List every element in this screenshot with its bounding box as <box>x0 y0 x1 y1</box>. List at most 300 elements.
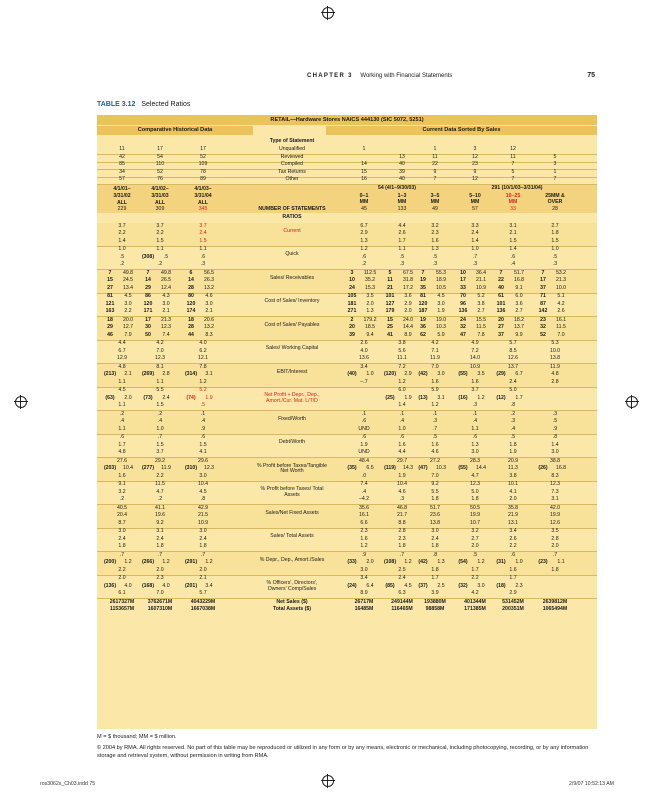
ratio-value: 9.1 <box>515 284 523 291</box>
total-value: 2617327M <box>109 598 135 605</box>
ratio-count: (40) <box>347 371 357 377</box>
cur-cell: 39 <box>399 168 405 175</box>
ratio-value: 51.7 <box>513 269 525 276</box>
ratio-count: (108) <box>383 559 397 565</box>
ratio-count: 44 <box>188 331 194 338</box>
ratio-value: 3.1 <box>156 528 164 534</box>
ratio-count: (120) <box>383 371 397 377</box>
ratio-value: 5.0 <box>471 488 479 495</box>
ratio-value: 13.7 <box>507 363 519 370</box>
ratio-value: UND <box>358 425 370 432</box>
ratio-value: 2.4 <box>398 575 406 581</box>
ratio-value: 1.7 <box>118 441 126 448</box>
ratio-value: 4.2 <box>156 340 164 346</box>
ratio-value: .8 <box>432 551 438 558</box>
ratio-value: .5 <box>432 253 438 260</box>
ratio-count: (12) <box>496 394 506 401</box>
ratio-value: 2.2 <box>156 472 164 479</box>
ratio-value: 29.2 <box>154 457 166 464</box>
ratio-value: 28.3 <box>469 457 481 464</box>
size-col: 3–5 <box>430 192 440 199</box>
ratio-value: 1.0 <box>471 246 479 252</box>
ratio-value: 23.6 <box>429 512 441 518</box>
cur-cell: 11 <box>432 153 438 160</box>
ratio-row <box>97 341 597 348</box>
ratio-count: 127 <box>385 300 395 307</box>
ratio-count: (136) <box>103 582 117 589</box>
total-value: 249144M <box>391 598 413 605</box>
ratio-value: 2.3 <box>515 582 523 589</box>
ratio-count: 3 <box>350 269 354 276</box>
ratio-count: (168) <box>141 582 155 589</box>
ratio-value: –.7 <box>360 378 368 385</box>
ratio-count: 7 <box>499 269 503 276</box>
ratio-value: 3.0 <box>471 449 479 455</box>
ratio-value: .6 <box>361 253 367 260</box>
ratio-value: 10.4 <box>396 481 408 487</box>
ratio-count: 105 <box>347 293 357 299</box>
ratio-value: 21.7 <box>396 512 408 518</box>
ratio-count: 70 <box>460 293 466 299</box>
size-col-unit: MM <box>359 198 369 205</box>
ratio-value: 6.0 <box>398 387 406 393</box>
period-all: ALL <box>116 199 128 206</box>
ratio-value: .6 <box>200 434 206 440</box>
ratio-row <box>97 435 597 442</box>
ratio-value: 2.4 <box>118 535 126 542</box>
ratio-count: (42) <box>418 559 428 565</box>
cur-cell: 5 <box>511 168 515 175</box>
ratio-count: 101 <box>496 300 506 307</box>
num-statements-cur: 45 <box>361 205 367 212</box>
cur-cell: 40 <box>399 176 405 182</box>
ratio-value: 5.2 <box>199 387 207 393</box>
ratio-count: 37 <box>540 284 546 291</box>
ratio-value: 24.0 <box>402 316 414 323</box>
ratio-value: 3.1 <box>205 371 213 377</box>
ratio-label: EBIT/Interest <box>276 368 308 375</box>
ratio-label: Debt/Worth <box>278 439 306 445</box>
ratio-value: 42.9 <box>197 504 209 511</box>
table-top-header: RETAIL—Hardware Stores NAICS 444130 (SIC 5072, 5251) <box>97 115 597 125</box>
ratio-value: 1.1 <box>557 559 565 565</box>
cur-cell: 7 <box>553 176 557 182</box>
ratio-value: 2.3 <box>398 535 406 542</box>
hist-cell: 34 <box>119 168 125 175</box>
ratio-value: .2 <box>119 261 125 267</box>
ratio-count: 87 <box>540 300 546 307</box>
ratio-value: .5 <box>510 434 516 440</box>
ratio-value: 5.6 <box>398 347 406 354</box>
ratio-value: 1.2 <box>205 559 213 565</box>
ratio-count: (24) <box>347 582 357 589</box>
ratio-value: 4.5 <box>404 582 412 589</box>
ratio-value: 26.5 <box>160 277 172 283</box>
ratio-value: 13.6 <box>358 355 370 361</box>
ratio-count: 101 <box>385 293 395 299</box>
ratio-label: Sales/Net Fixed Assets <box>265 509 319 516</box>
ratio-count: (16) <box>458 394 468 401</box>
ratio-value: 1.6 <box>398 441 406 448</box>
ratio-value: 1.2 <box>431 402 439 408</box>
ratio-value: .6 <box>361 418 367 424</box>
ratio-value: 1.9 <box>437 308 445 314</box>
ratio-value: 2.8 <box>551 378 559 385</box>
ratio-value: 21.9 <box>507 512 519 518</box>
ratio-value: 13.8 <box>549 355 561 361</box>
ratio-value: 21.5 <box>197 512 209 518</box>
footnote: M = $ thousand; MM = $ million. <box>97 734 177 740</box>
hist-cell: 78 <box>200 168 206 175</box>
ratio-value: 1.0 <box>398 425 406 432</box>
ratio-value: 10.5 <box>435 284 447 291</box>
ratio-value: .1 <box>472 410 478 417</box>
ratio-value: 31.8 <box>402 277 414 283</box>
ratio-value: 4.0 <box>124 582 132 589</box>
ratio-value: 2.0 <box>124 394 132 401</box>
ratio-value: 8.7 <box>118 519 126 526</box>
ratio-value: 18.9 <box>435 277 447 283</box>
ratio-value: 4.2 <box>431 340 439 346</box>
ratio-count: 136 <box>496 308 506 314</box>
ratio-value: 2.3 <box>431 230 439 236</box>
ratio-count: 96 <box>460 300 466 307</box>
ratio-count: 22 <box>498 277 504 283</box>
ratio-value: 51.7 <box>429 504 441 511</box>
ratio-value: 1.0 <box>551 246 559 252</box>
chapter-label: CHAPTER 3 <box>307 73 353 79</box>
statement-label: Tax Returns <box>278 168 306 175</box>
ratio-value: 3.0 <box>431 528 439 534</box>
hist-cell: 17 <box>157 146 163 152</box>
ratio-value: .2 <box>119 410 125 417</box>
ratio-value: 40.5 <box>116 504 128 511</box>
hist-cell: 42 <box>119 153 125 160</box>
ratio-value: .5 <box>399 253 405 260</box>
ratio-value: 2.0 <box>366 300 374 307</box>
ratio-value: 3.0 <box>199 472 207 479</box>
ratio-value: 1.3 <box>366 308 374 314</box>
ratio-value: 1.1 <box>398 246 406 252</box>
ratio-value: 53.2 <box>555 269 567 276</box>
ratio-count: (25) <box>385 394 395 401</box>
statement-row <box>97 177 597 184</box>
ratio-row <box>97 482 597 489</box>
ratio-value: .9 <box>200 425 206 432</box>
ratio-value: 1.3 <box>360 237 368 244</box>
ratio-count: 39 <box>349 331 355 338</box>
ratio-value: 12.3 <box>203 465 215 471</box>
ratio-value: .5 <box>552 418 558 424</box>
statement-row <box>97 147 597 154</box>
hist-cell: 54 <box>157 153 163 160</box>
ratio-value: 2.1 <box>205 308 213 314</box>
totals-row <box>97 607 597 614</box>
ratio-count: (32) <box>458 582 468 589</box>
ratio-count: (310) <box>184 465 198 471</box>
total-value: 3762671M <box>147 598 173 605</box>
ratio-count: 81 <box>107 293 113 299</box>
ratio-value: 8.9 <box>360 590 368 596</box>
ratio-value: 5.2 <box>477 293 485 299</box>
ratio-count: 181 <box>347 300 357 307</box>
ratio-row <box>97 239 597 246</box>
ratio-value: 1.7 <box>509 575 517 581</box>
ratio-value: 1.2 <box>199 378 207 385</box>
ratio-label: Cost of Sales/ Payables <box>264 321 320 328</box>
ratio-value: .5 <box>472 551 478 558</box>
hist-cell: 11 <box>119 146 125 152</box>
ratio-value: .6 <box>119 434 125 440</box>
ratio-value: 3.0 <box>199 528 207 534</box>
ratio-count: 17 <box>145 316 151 323</box>
ratio-value: 10.9 <box>475 284 487 291</box>
ratio-row <box>97 356 597 363</box>
hist-cell: 57 <box>119 176 125 182</box>
ratio-count: 36 <box>420 324 426 330</box>
registration-mark-top <box>322 7 334 19</box>
slug-left: ros3062x_Ch03.indd 75 <box>40 781 96 787</box>
cur-cell: 23 <box>472 161 478 167</box>
ratio-value: 6.4 <box>366 582 374 589</box>
ratio-count: (63) <box>105 394 115 401</box>
ratio-count: 136 <box>458 308 468 314</box>
ratio-row <box>97 591 597 598</box>
ratio-count: 187 <box>418 308 428 314</box>
ratio-value: 4.8 <box>118 363 126 370</box>
ratio-count: 28 <box>188 284 194 291</box>
ratio-value: .9 <box>361 551 367 558</box>
ratio-value: 8.3 <box>205 331 213 338</box>
ratio-value: 16.8 <box>513 277 525 283</box>
ratio-value: 2.1 <box>162 308 170 314</box>
ratio-count: 71 <box>540 293 546 299</box>
ratio-count: (23) <box>538 559 548 565</box>
size-col: 5–10 <box>469 192 481 199</box>
ratio-value: 17.2 <box>402 284 414 291</box>
ratio-value: 11.9 <box>161 465 171 471</box>
ratio-value: 1.8 <box>551 230 559 236</box>
ratio-count: 11 <box>387 277 393 283</box>
ratio-value: 6.5 <box>366 465 374 471</box>
cur-cell: 14 <box>361 161 367 167</box>
ratio-value: .1 <box>399 410 405 417</box>
ratio-value: .6 <box>510 551 516 558</box>
ratio-value: 2.3 <box>360 528 368 534</box>
statement-row <box>97 162 597 169</box>
ratio-value: .3 <box>552 261 558 267</box>
ratio-value: 1.5 <box>551 237 559 244</box>
ratio-value: 13.8 <box>429 519 441 526</box>
ratio-value: 12.9 <box>116 355 128 361</box>
ratio-value: 13.7 <box>513 324 525 330</box>
ratio-count: (291) <box>184 559 198 565</box>
ratio-label: % Depr., Dep., Amort./Sales <box>259 556 325 563</box>
ratio-count: 47 <box>460 331 466 338</box>
period-cur-b: 291 (10/1/03–3/31/04) <box>491 184 543 191</box>
hist-cell: 85 <box>119 161 125 167</box>
ratio-value: 7.3 <box>551 488 559 495</box>
ratio-value: 1.8 <box>398 543 406 549</box>
ratio-value: 3.0 <box>124 300 132 307</box>
ratio-value: 20.4 <box>116 512 128 518</box>
ratio-row <box>97 450 597 457</box>
ratio-value: 10.3 <box>435 465 447 471</box>
ratio-row <box>97 490 597 497</box>
ratio-value: 1.5 <box>156 402 164 408</box>
ratio-count: (47) <box>418 465 428 471</box>
ratio-value: 29.7 <box>396 457 408 464</box>
ratio-value: 4.6 <box>205 293 213 299</box>
ratio-value: .2 <box>510 410 516 417</box>
ratio-count: 271 <box>347 308 357 314</box>
ratio-value: 4.2 <box>557 300 565 307</box>
ratio-value: 6.7 <box>515 371 523 377</box>
ratio-value: 7.8 <box>199 363 207 370</box>
total-value: 4043229M <box>190 598 216 605</box>
ratio-value: 6.3 <box>398 590 406 596</box>
num-statements-hist: 309 <box>155 205 165 212</box>
ratio-value: 4.5 <box>124 293 132 299</box>
ratio-value: 29.6 <box>197 457 209 464</box>
total-value: 171385M <box>464 606 486 612</box>
ratio-count: 29 <box>145 284 151 291</box>
ratio-value: .2 <box>361 261 367 267</box>
ratio-value: 2.0 <box>156 566 164 573</box>
ratio-value: 9.9 <box>515 331 523 338</box>
ratio-value: 1.0 <box>156 425 164 432</box>
ratio-row <box>97 403 597 410</box>
cur-cell: 1 <box>433 146 437 152</box>
ratio-row <box>97 544 597 551</box>
ratio-value: 1.5 <box>509 237 517 244</box>
ratio-count: 27 <box>498 324 504 330</box>
total-value: 193880M <box>424 598 446 605</box>
ratio-value: 48.4 <box>358 457 370 464</box>
ratio-value: 1.9 <box>360 441 368 448</box>
ratio-value: 4.8 <box>551 371 559 377</box>
registration-mark-right <box>626 396 638 408</box>
ratio-count: 20 <box>349 324 355 330</box>
ratio-row <box>97 333 597 340</box>
ratio-value: 9.4 <box>366 331 374 338</box>
ratio-count: (200) <box>103 559 117 565</box>
ratio-value: 1.8 <box>471 496 479 502</box>
ratio-count: 10 <box>460 269 466 276</box>
ratio-value: 4.0 <box>199 340 207 346</box>
statement-label: Compiled <box>281 161 303 167</box>
num-statements-cur: 49 <box>432 205 438 212</box>
table-title: Selected Ratios <box>141 101 191 108</box>
ratio-count: 142 <box>538 308 548 314</box>
total-value: 1153657M <box>109 606 135 612</box>
ratio-value: 1.6 <box>118 472 126 479</box>
ratio-value: 2.6 <box>509 535 517 542</box>
total-value: 26717M <box>354 598 374 605</box>
ratio-value: 2.0 <box>509 496 517 502</box>
ratio-value: 12.7 <box>122 324 134 330</box>
ratio-value: .6 <box>472 434 478 440</box>
registration-mark-bottom <box>322 775 334 787</box>
ratio-count: (54) <box>458 559 468 565</box>
ratio-value: 3.0 <box>205 300 213 307</box>
ratio-value: 1.6 <box>471 378 479 385</box>
ratio-value: 1.2 <box>360 543 368 549</box>
ratio-count: 62 <box>420 331 426 338</box>
ratio-value: 3.0 <box>118 528 126 534</box>
ratio-count: 18 <box>188 316 194 323</box>
ratio-value: 1.6 <box>509 566 517 573</box>
ratio-count: (314) <box>184 371 198 377</box>
cur-cell: 1 <box>362 146 366 152</box>
ratio-value: 1.2 <box>477 559 485 565</box>
ratio-label: Sales/ Receivables <box>269 274 315 281</box>
ratio-value: 4.4 <box>398 449 406 455</box>
ratio-value: 15.3 <box>364 284 376 291</box>
ratio-value: 16.1 <box>358 512 370 518</box>
ratio-value: 1.3 <box>431 246 439 252</box>
ratio-value: 1.5 <box>156 441 164 448</box>
ratio-count: 18 <box>107 316 113 323</box>
ratio-value: .2 <box>119 496 125 502</box>
ratio-value: .2 <box>157 496 163 502</box>
ratio-label: Cost of Sales/ Inventory <box>264 298 320 304</box>
ratio-value: 3.2 <box>118 488 126 495</box>
ratio-value: 1.2 <box>404 559 412 565</box>
ratio-value: 1.8 <box>118 543 126 549</box>
ratio-value: 10.0 <box>549 347 561 354</box>
ratio-label: % Officers', Directors', Owners' Comp/Sales <box>266 580 318 592</box>
ratio-count: 120 <box>186 300 196 307</box>
ratio-value: 3.3 <box>471 222 479 229</box>
ratio-value: 21.1 <box>475 277 487 283</box>
ratio-value: 2.8 <box>551 535 559 542</box>
ratio-value: 1.8 <box>551 566 559 573</box>
ratio-count: (119) <box>384 465 396 471</box>
ratio-count: 20 <box>498 316 504 323</box>
ratio-value: .4 <box>510 261 516 267</box>
size-col: 0–1 <box>359 192 369 199</box>
ratio-value: 11.9 <box>430 355 440 361</box>
ratio-row <box>97 443 597 450</box>
total-value: 1065494M <box>542 606 568 612</box>
ratio-value: 1.8 <box>509 441 517 448</box>
ratio-label: Current <box>283 227 301 234</box>
ratio-value: 36.4 <box>475 269 487 276</box>
ratio-value: 1.2 <box>162 559 170 565</box>
ratio-value: 67.5 <box>402 269 414 276</box>
ratio-count: (26) <box>538 465 548 471</box>
ratio-value: 11.1 <box>397 355 407 361</box>
ratio-value: 2.9 <box>404 300 412 307</box>
type-of-statement-label: Type of Statement <box>269 138 315 144</box>
ratio-value: 7.0 <box>156 347 164 354</box>
total-label: Net Sales ($) <box>276 598 308 605</box>
cur-cell: 12 <box>472 153 478 160</box>
ratio-value: 3.5 <box>477 371 485 377</box>
ratio-row <box>97 224 597 231</box>
total-value: 116465M <box>391 606 413 612</box>
hist-cell: 17 <box>200 146 206 152</box>
running-head <box>307 73 595 79</box>
total-value: 200351M <box>502 606 524 612</box>
table-label: TABLE 3.12 <box>97 101 136 108</box>
cur-cell: 16 <box>361 176 367 182</box>
ratio-value: 6.1 <box>118 590 126 596</box>
ratio-value: 3.2 <box>471 528 479 534</box>
registration-mark-left <box>15 396 27 408</box>
ratio-row <box>97 309 597 316</box>
